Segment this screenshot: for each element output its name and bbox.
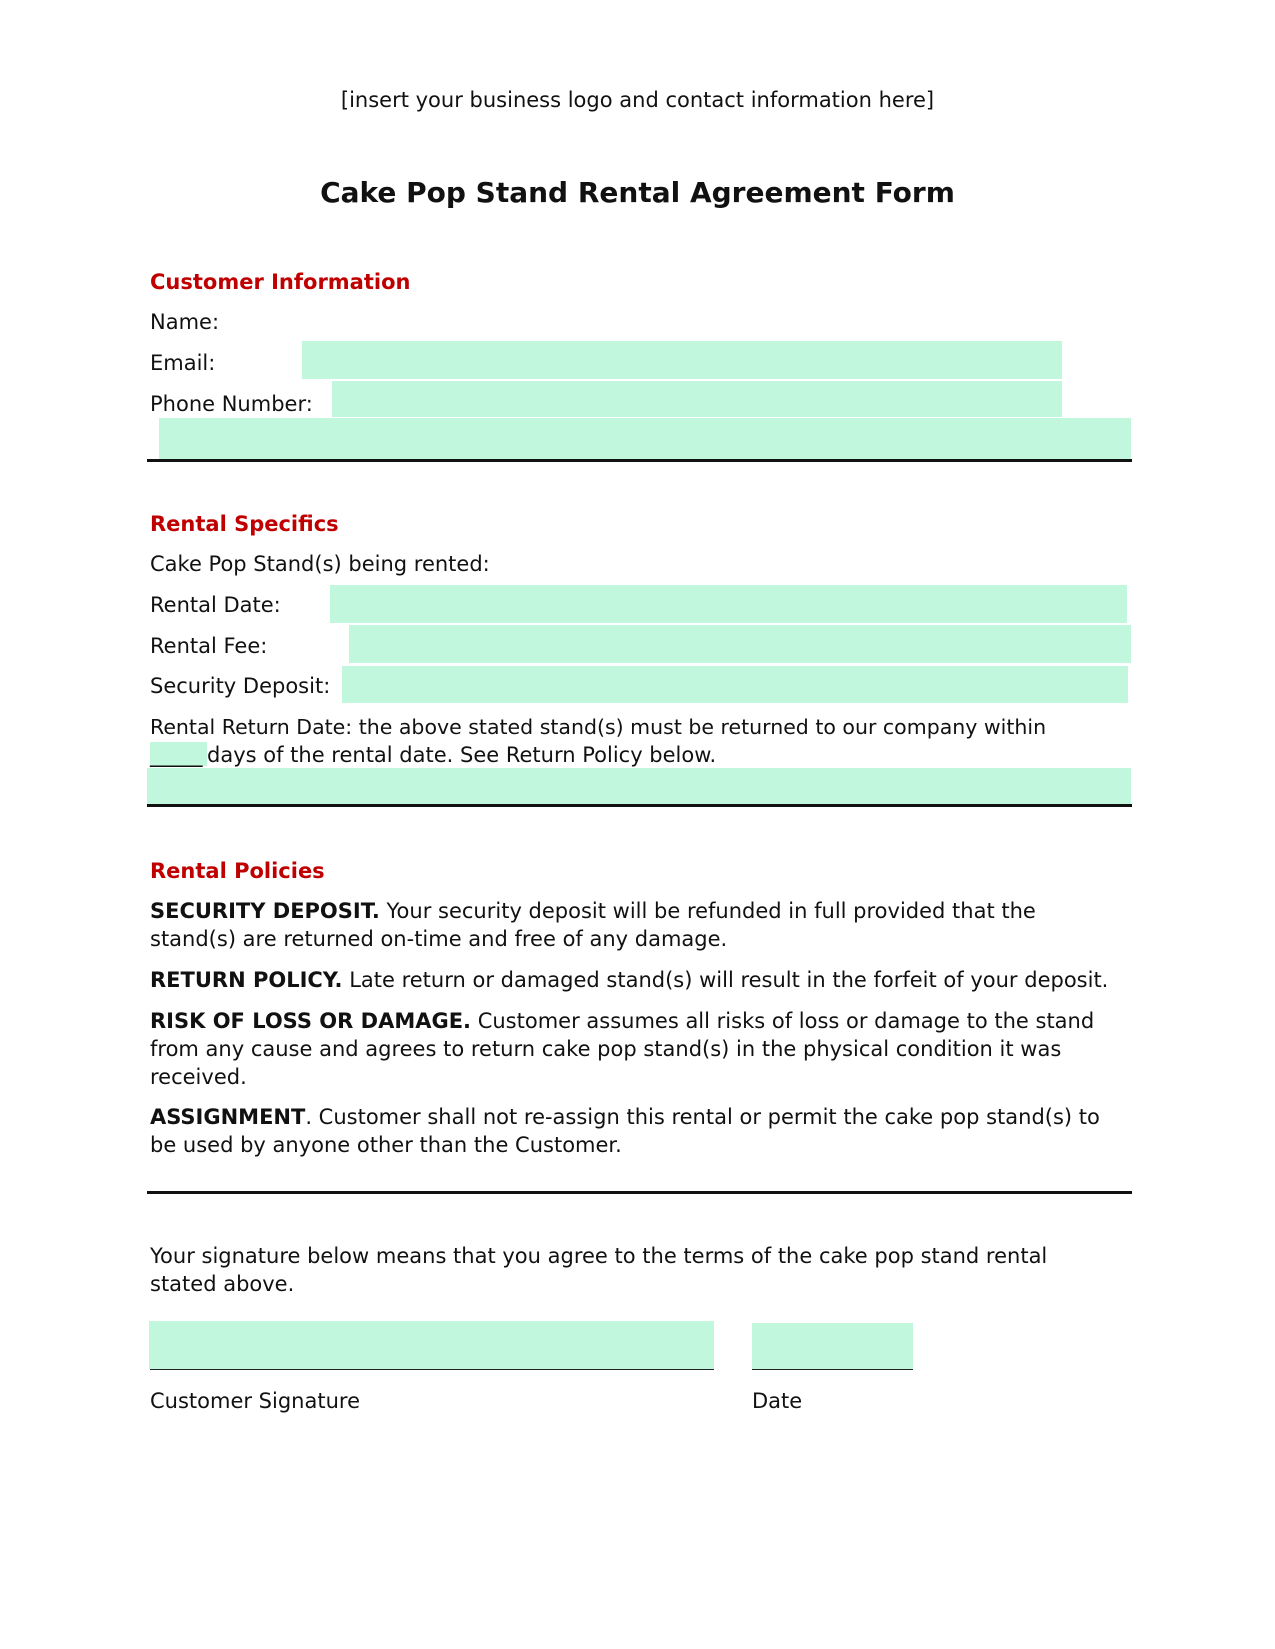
rental-fee-label: Rental Fee:: [150, 634, 268, 658]
name-field[interactable]: [302, 341, 1062, 379]
date-line: [752, 1369, 913, 1370]
policy-title: RETURN POLICY.: [150, 968, 343, 992]
stands-label: Cake Pop Stand(s) being rented:: [150, 552, 490, 576]
security-deposit-field[interactable]: [147, 768, 1131, 804]
signature-date-field[interactable]: [752, 1323, 913, 1369]
policy-title: ASSIGNMENT: [150, 1105, 306, 1129]
rental-date-label: Rental Date:: [150, 593, 281, 617]
return-date-text: Rental Return Date: the above stated stand(s) must be returned to our company within: [150, 715, 1047, 739]
signature-line: [150, 1369, 714, 1370]
customer-signature-field[interactable]: [149, 1321, 714, 1369]
customer-info-heading: Customer Information: [150, 270, 411, 294]
rental-date-field[interactable]: [349, 625, 1131, 663]
section-divider: [147, 1191, 1132, 1194]
email-field[interactable]: [332, 381, 1062, 417]
security-deposit-policy: [150, 897, 1110, 953]
policy-title: RISK OF LOSS OR DAMAGE.: [150, 1009, 472, 1033]
return-days-blank: _____: [150, 743, 203, 767]
rental-specifics-heading: Rental Specifics: [150, 512, 339, 536]
rental-fee-field[interactable]: [342, 666, 1128, 703]
header-note: [insert your business logo and contact information here]: [340, 88, 935, 112]
return-policy: [150, 966, 1140, 994]
page-title: Cake Pop Stand Rental Agreement Form: [320, 176, 955, 209]
stands-field[interactable]: [330, 585, 1127, 623]
return-days-text: days of the rental date. See Return Policy below.: [207, 743, 717, 767]
email-label: Email:: [150, 351, 216, 375]
rental-policies-heading: Rental Policies: [150, 859, 325, 883]
security-deposit-label: Security Deposit:: [150, 674, 331, 698]
customer-signature-label: Customer Signature: [150, 1389, 360, 1413]
phone-label: Phone Number:: [150, 392, 313, 416]
signature-statement: Your signature below means that you agree to the terms of the cake pop stand rental stated above.: [150, 1244, 1048, 1296]
policy-text: . Customer shall not re-assign this rental or permit the cake pop stand(s) to be used by anyone other than the Customer.: [150, 1105, 1100, 1157]
policy-title: SECURITY DEPOSIT.: [150, 899, 380, 923]
risk-of-loss-policy: [150, 1007, 1110, 1091]
policy-text: Your security deposit will be refunded in full provided that the stand(s) are returned on-time and free of any damage.: [150, 899, 1036, 951]
phone-field[interactable]: [159, 418, 1131, 459]
policy-text: Customer assumes all risks of loss or damage to the stand from any cause and agrees to return cake pop stand(s) in the physical condition it was received.: [150, 1009, 1095, 1089]
policy-text: Late return or damaged stand(s) will result in the forfeit of your deposit.: [342, 968, 1109, 992]
section-divider: [147, 804, 1132, 807]
section-divider: [147, 459, 1132, 462]
name-label: Name:: [150, 310, 220, 334]
assignment-policy: [150, 1103, 1110, 1159]
date-label: Date: [752, 1389, 803, 1413]
